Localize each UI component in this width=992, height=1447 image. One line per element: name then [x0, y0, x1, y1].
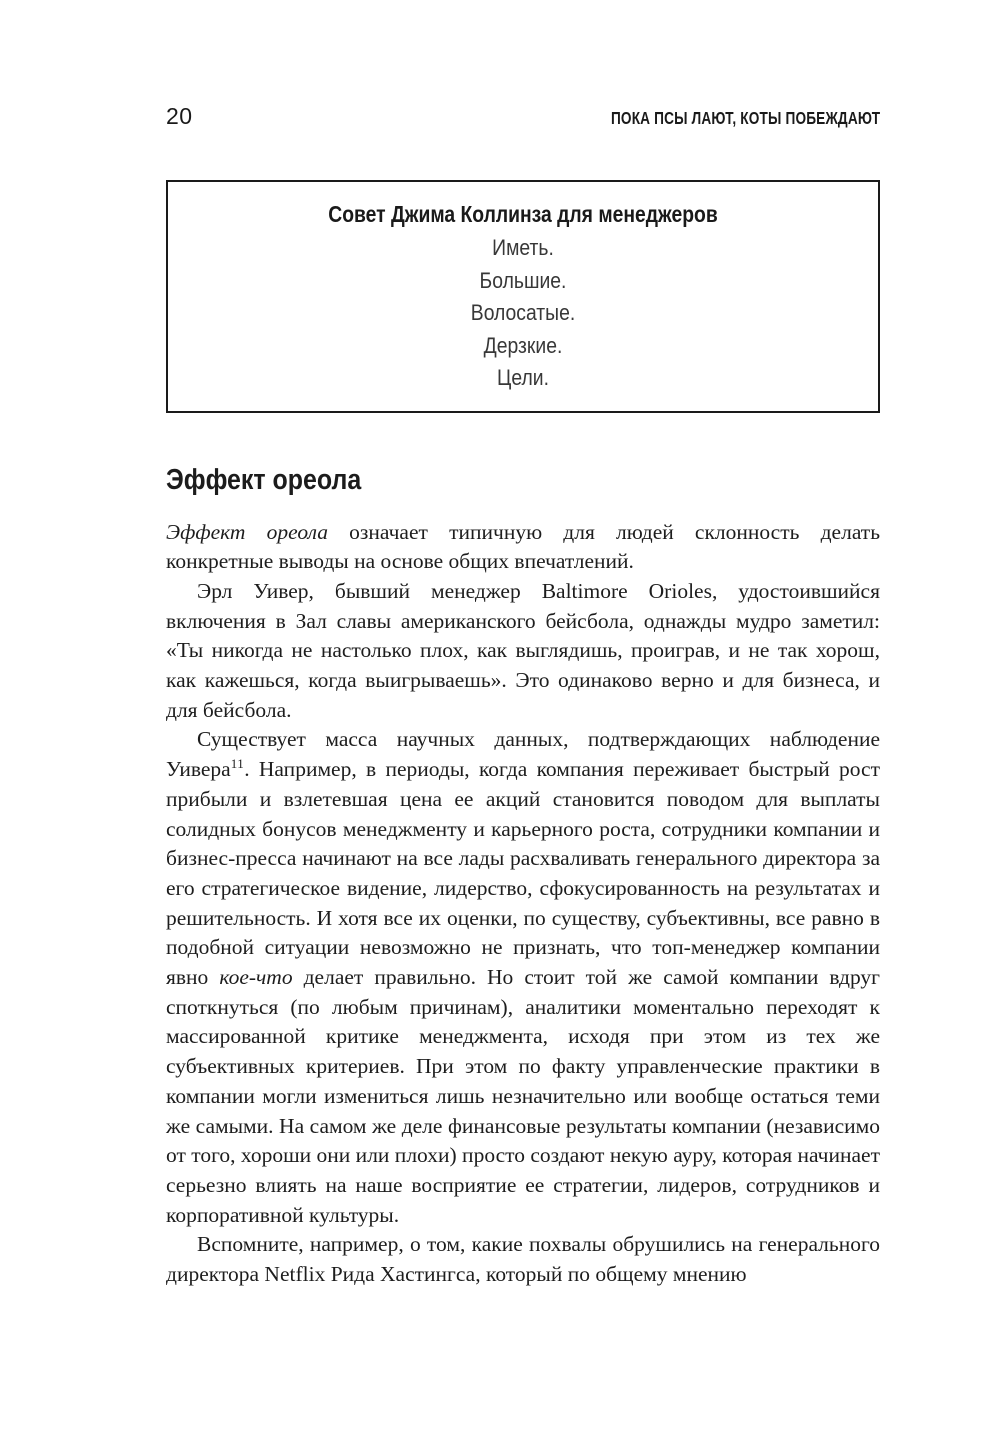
section-heading: Эффект ореола — [166, 463, 362, 496]
callout-title: Совет Джима Коллинза для менеджеров — [328, 201, 718, 227]
callout-box — [166, 180, 880, 413]
italic-text: кое-что — [219, 965, 293, 990]
footnote-reference: 11 — [230, 755, 245, 771]
italic-text: Эффект ореола — [166, 519, 328, 544]
body-paragraphs — [166, 518, 880, 1290]
callout-line: Иметь. — [492, 235, 554, 260]
paragraph — [166, 725, 880, 1230]
running-header-title: ПОКА ПСЫ ЛАЮТ, КОТЫ ПОБЕЖДАЮТ — [610, 108, 880, 128]
body-text-run: Вспомните, например, о том, какие похвалы обрушились на генерального директора Netflix Рида Хастингса, который по общему мнению — [166, 1232, 880, 1287]
paragraph — [166, 1230, 880, 1289]
page-number: 20 — [166, 103, 193, 129]
body-text-run: Существует масса научных данных, подтверждающих наблюдение Уивера — [166, 727, 880, 782]
callout-line: Волосатые. — [470, 300, 576, 325]
callout-lines — [176, 232, 870, 395]
callout-line: Цели. — [497, 365, 549, 390]
paragraph — [166, 577, 880, 726]
paragraph — [166, 518, 880, 577]
callout-line: Большие. — [479, 267, 567, 293]
body-text-run: делает правильно. Но стоит той же самой компании вдруг споткнуться (по любым причинам), аналитики моментально переходят к массированной критике менеджмента, исходя при этом из тех же субъективных критериев. При этом по факту управленческие практики в компании могли измениться лишь незначительно или вообще остаться теми же самыми. На самом же деле финансовые результаты компании (независимо от того, хороши они или плохи) просто создают некую ауру, которая начинает серьезно влиять на наше восприятие ее стратегии, лидеров, сотрудников и корпоративной культуры. — [166, 965, 881, 1227]
body-text-run: означает типичную для людей склонность делать конкретные выводы на основе общих впечатлений. — [166, 519, 881, 574]
body-text-run: . Например, в периоды, когда компания переживает быстрый рост прибыли и взлетевшая цена ее акций становится поводом для выплаты солидных бонусов менеджменту и карьерного роста, сотрудники компании и бизнес-пресса начинают на все лады расхваливать генерального директора за его стратегическое видение, лидерство, сфокусированность на результатах и решительность. И хотя все их оценки, по существу, субъективны, все равно в подобной ситуации невозможно не признать, что топ-менеджер компании явно — [166, 757, 880, 990]
callout-line: Дерзкие. — [483, 332, 563, 358]
body-text-run: Эрл Уивер, бывший менеджер Baltimore Orioles, удостоившийся включения в Зал славы американского бейсбола, однажды мудро заметил: «Ты никогда не настолько плох, как выглядишь, проиграв, и не так хорош, как кажешься, когда выигрываешь». Это одинаково верно и для бизнеса, и для бейсбола. — [166, 578, 880, 722]
running-head — [166, 103, 880, 130]
